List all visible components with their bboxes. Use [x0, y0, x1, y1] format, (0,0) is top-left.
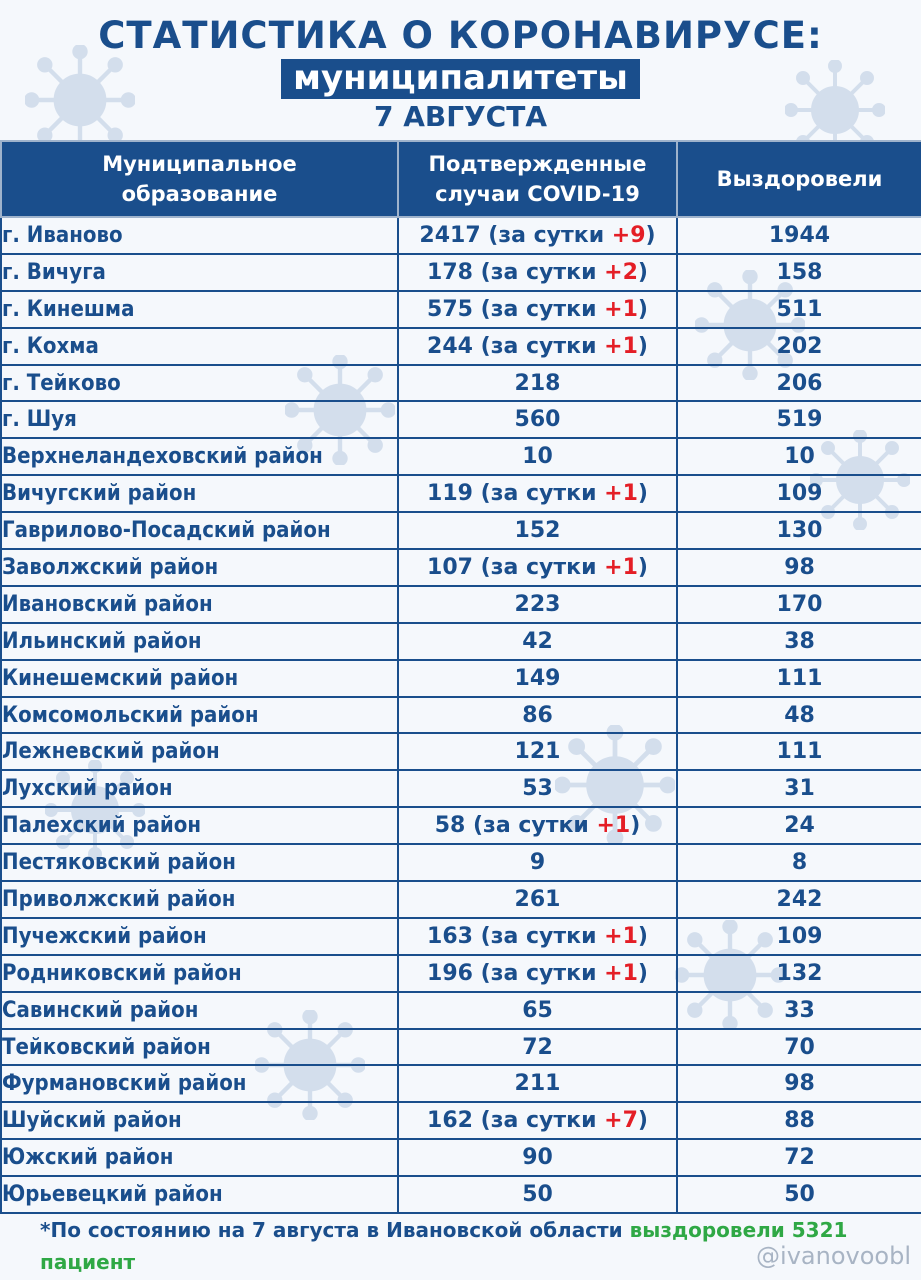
- confirmed-value: 90: [522, 1145, 553, 1171]
- daily-prefix: (за сутки: [480, 481, 605, 507]
- confirmed-value: 9: [529, 850, 546, 876]
- table-row: [1, 365, 921, 402]
- confirmed-cell: [398, 291, 677, 328]
- recovered-cell: 1944: [677, 217, 921, 254]
- table-row: [1, 697, 921, 734]
- table-row: [1, 660, 921, 697]
- table-row: [1, 881, 921, 918]
- municipality-cell: Комсомольский район: [1, 697, 398, 734]
- column-header-confirmed: [398, 141, 677, 217]
- table-row: [1, 807, 921, 844]
- table-row: [1, 1065, 921, 1102]
- table-row: [1, 1139, 921, 1176]
- column-header-recovered-label: Выздоровели: [716, 167, 883, 191]
- confirmed-cell: [398, 401, 677, 438]
- confirmed-cell: [398, 697, 677, 734]
- municipality-cell: Пучежский район: [1, 918, 398, 955]
- confirmed-cell: [398, 1139, 677, 1176]
- daily-prefix: (за сутки: [488, 222, 612, 248]
- daily-increase: +2: [604, 259, 638, 285]
- table-row: [1, 733, 921, 770]
- daily-suffix: ): [630, 813, 641, 839]
- daily-suffix: ): [637, 481, 648, 507]
- column-header-municipality-label: Муниципальное образование: [102, 152, 297, 206]
- municipality-cell: Приволжский район: [1, 881, 398, 918]
- confirmed-cell: [398, 1065, 677, 1102]
- confirmed-cell: [398, 733, 677, 770]
- recovered-cell: 48: [677, 697, 921, 734]
- header: [0, 0, 921, 140]
- daily-increase: +1: [604, 296, 638, 322]
- municipality-cell: Савинский район: [1, 992, 398, 1029]
- daily-increase: +1: [604, 923, 638, 949]
- table-row: [1, 254, 921, 291]
- confirmed-value: 50: [522, 1182, 553, 1208]
- recovered-cell: 98: [677, 1065, 921, 1102]
- confirmed-value: 10: [522, 444, 553, 470]
- table-row: [1, 623, 921, 660]
- confirmed-cell: [398, 1176, 677, 1213]
- table-row: [1, 291, 921, 328]
- confirmed-cell: [398, 623, 677, 660]
- confirmed-value: 560: [514, 407, 561, 433]
- confirmed-value: 72: [522, 1034, 553, 1060]
- daily-suffix: ): [637, 296, 648, 322]
- recovered-cell: 10: [677, 438, 921, 475]
- recovered-cell: 72: [677, 1139, 921, 1176]
- municipality-cell: г. Иваново: [1, 217, 398, 254]
- recovered-cell: 38: [677, 623, 921, 660]
- column-header-confirmed-label: Подтвержденные случаи COVID-19: [428, 152, 647, 206]
- recovered-cell: 111: [677, 733, 921, 770]
- confirmed-cell: [398, 438, 677, 475]
- daily-increase: +1: [604, 333, 638, 359]
- recovered-cell: 8: [677, 844, 921, 881]
- municipality-cell: Верхнеландеховский район: [1, 438, 398, 475]
- daily-suffix: ): [637, 333, 648, 359]
- recovered-cell: 33: [677, 992, 921, 1029]
- daily-suffix: ): [637, 923, 648, 949]
- table-row: [1, 1102, 921, 1139]
- table-row: [1, 401, 921, 438]
- confirmed-value: 218: [514, 370, 561, 396]
- municipality-cell: Лухский район: [1, 770, 398, 807]
- table-row: [1, 438, 921, 475]
- municipality-cell: Кинешемский район: [1, 660, 398, 697]
- daily-prefix: (за сутки: [480, 333, 605, 359]
- confirmed-cell: [398, 512, 677, 549]
- daily-suffix: ): [637, 960, 648, 986]
- table-row: [1, 770, 921, 807]
- table-header-row: [1, 141, 921, 217]
- table-row: [1, 328, 921, 365]
- daily-suffix: ): [637, 554, 648, 580]
- recovered-cell: 70: [677, 1029, 921, 1066]
- municipality-cell: Палехский район: [1, 807, 398, 844]
- daily-increase: +9: [611, 222, 646, 248]
- recovered-cell: 519: [677, 401, 921, 438]
- footer-note-start: *По состоянию на 7 августа в Ивановской области: [40, 1218, 630, 1242]
- municipality-cell: Заволжский район: [1, 549, 398, 586]
- column-header-recovered: [677, 141, 921, 217]
- daily-prefix: (за сутки: [480, 923, 605, 949]
- daily-prefix: (за сутки: [473, 813, 597, 839]
- confirmed-value: 58: [434, 813, 466, 839]
- confirmed-cell: [398, 365, 677, 402]
- confirmed-cell: [398, 586, 677, 623]
- table-row: [1, 1029, 921, 1066]
- confirmed-cell: [398, 217, 677, 254]
- page-title: СТАТИСТИКА О КОРОНАВИРУСЕ:: [98, 14, 823, 57]
- municipality-cell: Ивановский район: [1, 586, 398, 623]
- municipality-cell: Вичугский район: [1, 475, 398, 512]
- confirmed-value: 107: [427, 554, 473, 580]
- subtitle-wrap: [0, 59, 921, 99]
- municipality-cell: г. Тейково: [1, 365, 398, 402]
- footer-note-highlight: выздоровели 5321: [629, 1218, 848, 1242]
- confirmed-value: 261: [514, 886, 561, 912]
- recovered-cell: 132: [677, 955, 921, 992]
- confirmed-value: 86: [522, 702, 553, 728]
- confirmed-value: 178: [427, 259, 473, 285]
- recovered-cell: 242: [677, 881, 921, 918]
- municipality-cell: Лежневский район: [1, 733, 398, 770]
- recovered-cell: 109: [677, 475, 921, 512]
- confirmed-cell: [398, 660, 677, 697]
- table-row: [1, 549, 921, 586]
- confirmed-value: 162: [427, 1108, 473, 1134]
- daily-prefix: (за сутки: [480, 296, 605, 322]
- municipality-cell: Ильинский район: [1, 623, 398, 660]
- recovered-cell: 88: [677, 1102, 921, 1139]
- confirmed-value: 149: [514, 665, 561, 691]
- municipality-cell: Гаврилово-Посадский район: [1, 512, 398, 549]
- confirmed-cell: [398, 918, 677, 955]
- confirmed-value: 65: [522, 997, 553, 1023]
- daily-prefix: (за сутки: [480, 1108, 605, 1134]
- confirmed-cell: [398, 770, 677, 807]
- recovered-cell: 98: [677, 549, 921, 586]
- table-row: [1, 844, 921, 881]
- table-row: [1, 475, 921, 512]
- confirmed-cell: [398, 475, 677, 512]
- recovered-cell: 202: [677, 328, 921, 365]
- table-body: [1, 217, 921, 1213]
- confirmed-cell: [398, 1102, 677, 1139]
- table-row: [1, 217, 921, 254]
- table-row: [1, 955, 921, 992]
- daily-suffix: ): [637, 1108, 648, 1134]
- recovered-cell: 31: [677, 770, 921, 807]
- recovered-cell: 50: [677, 1176, 921, 1213]
- municipality-cell: Шуйский район: [1, 1102, 398, 1139]
- table-row: [1, 1176, 921, 1213]
- confirmed-value: 163: [427, 923, 473, 949]
- confirmed-cell: [398, 254, 677, 291]
- municipality-cell: г. Шуя: [1, 401, 398, 438]
- table-row: [1, 992, 921, 1029]
- confirmed-cell: [398, 992, 677, 1029]
- confirmed-value: 42: [522, 628, 553, 654]
- confirmed-value: 244: [427, 333, 473, 359]
- recovered-cell: 24: [677, 807, 921, 844]
- confirmed-value: 53: [522, 776, 553, 802]
- municipality-cell: г. Кохма: [1, 328, 398, 365]
- social-handle: @ivanovoobl: [756, 1242, 911, 1270]
- municipality-cell: Пестяковский район: [1, 844, 398, 881]
- recovered-cell: 130: [677, 512, 921, 549]
- municipality-cell: Тейковский район: [1, 1029, 398, 1066]
- table-row: [1, 512, 921, 549]
- recovered-cell: 206: [677, 365, 921, 402]
- confirmed-cell: [398, 881, 677, 918]
- confirmed-value: 119: [427, 481, 473, 507]
- daily-suffix: ): [637, 259, 648, 285]
- confirmed-cell: [398, 844, 677, 881]
- recovered-cell: 158: [677, 254, 921, 291]
- municipality-cell: Родниковский район: [1, 955, 398, 992]
- confirmed-value: 575: [427, 296, 473, 322]
- daily-increase: +1: [596, 813, 631, 839]
- table-row: [1, 918, 921, 955]
- daily-increase: +7: [604, 1108, 638, 1134]
- confirmed-value: 223: [514, 591, 561, 617]
- recovered-cell: 111: [677, 660, 921, 697]
- confirmed-value: 121: [514, 739, 561, 765]
- confirmed-value: 211: [514, 1071, 561, 1097]
- daily-prefix: (за сутки: [480, 960, 605, 986]
- municipality-cell: г. Вичуга: [1, 254, 398, 291]
- confirmed-cell: [398, 1029, 677, 1066]
- municipality-cell: Юрьевецкий район: [1, 1176, 398, 1213]
- confirmed-value: 152: [514, 518, 561, 544]
- daily-prefix: (за сутки: [480, 554, 605, 580]
- footer-note-end: пациент: [40, 1250, 136, 1274]
- municipality-cell: Фурмановский район: [1, 1065, 398, 1102]
- confirmed-value: 196: [427, 960, 473, 986]
- confirmed-cell: [398, 549, 677, 586]
- recovered-cell: 109: [677, 918, 921, 955]
- confirmed-cell: [398, 328, 677, 365]
- column-header-municipality: [1, 141, 398, 217]
- table-row: [1, 586, 921, 623]
- daily-suffix: ): [645, 222, 656, 248]
- stats-table: [0, 140, 921, 1214]
- confirmed-cell: [398, 807, 677, 844]
- confirmed-value: 2417: [419, 222, 481, 248]
- recovered-cell: 170: [677, 586, 921, 623]
- daily-increase: +1: [604, 554, 638, 580]
- municipality-cell: Южский район: [1, 1139, 398, 1176]
- report-date: 7 АВГУСТА: [374, 100, 547, 133]
- daily-increase: +1: [604, 481, 638, 507]
- daily-prefix: (за сутки: [480, 259, 605, 285]
- daily-increase: +1: [604, 960, 638, 986]
- recovered-cell: 511: [677, 291, 921, 328]
- municipality-cell: г. Кинешма: [1, 291, 398, 328]
- page-subtitle: муниципалитеты: [281, 59, 640, 99]
- confirmed-cell: [398, 955, 677, 992]
